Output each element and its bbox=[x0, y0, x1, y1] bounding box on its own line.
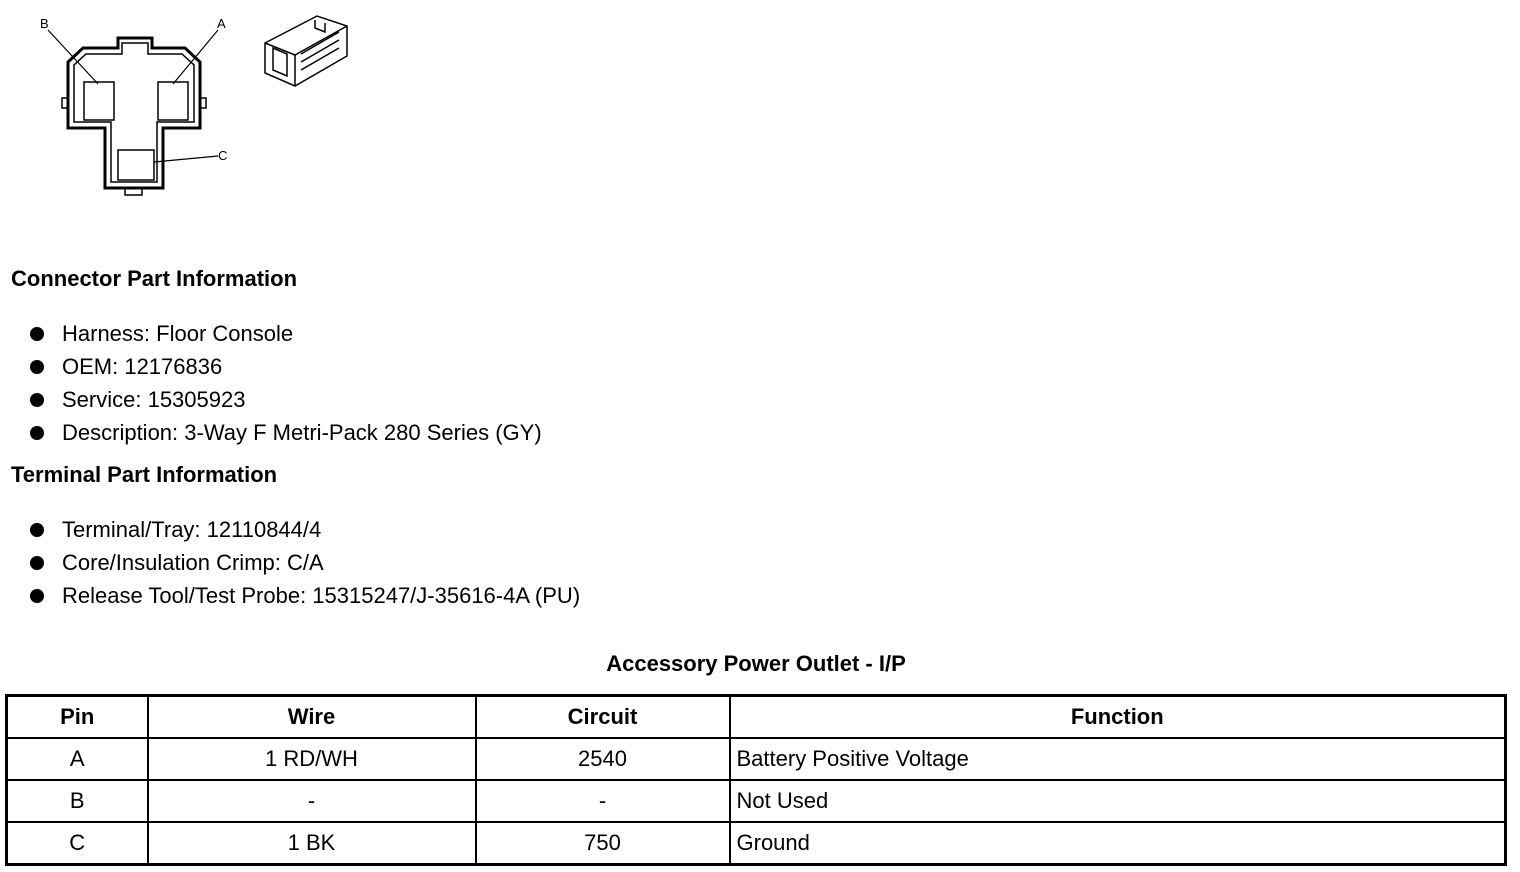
pin-label-c: C bbox=[218, 148, 228, 163]
pin-label-b: B bbox=[40, 16, 49, 31]
list-item: Release Tool/Test Probe: 15315247/J-35616-4A (PU) bbox=[30, 579, 580, 612]
table-header-row bbox=[7, 696, 1506, 739]
pin-table-title: Accessory Power Outlet - I/P bbox=[606, 651, 906, 676]
cell-pin: C bbox=[7, 822, 148, 865]
table-row bbox=[7, 822, 1506, 865]
connector-isometric-icon bbox=[255, 8, 365, 90]
header-wire: Wire bbox=[148, 696, 476, 739]
bullet-icon bbox=[30, 393, 44, 407]
connector-part-information-heading: Connector Part Information bbox=[11, 266, 298, 291]
cell-function: Ground bbox=[730, 822, 1506, 865]
list-item: Service: 15305923 bbox=[30, 383, 542, 416]
cell-circuit: - bbox=[476, 780, 730, 822]
list-item: OEM: 12176836 bbox=[30, 350, 542, 383]
list-item: Description: 3-Way F Metri-Pack 280 Series (GY) bbox=[30, 416, 542, 449]
header-function: Function bbox=[730, 696, 1506, 739]
table-row bbox=[7, 738, 1506, 780]
cell-function: Not Used bbox=[730, 780, 1506, 822]
header-pin: Pin bbox=[7, 696, 148, 739]
pin-table bbox=[5, 694, 1507, 866]
list-item: Core/Insulation Crimp: C/A bbox=[30, 546, 580, 579]
cell-wire: - bbox=[148, 780, 476, 822]
bullet-icon bbox=[30, 360, 44, 374]
header-circuit: Circuit bbox=[476, 696, 730, 739]
cell-pin: A bbox=[7, 738, 148, 780]
cell-wire: 1 BK bbox=[148, 822, 476, 865]
list-item: Terminal/Tray: 12110844/4 bbox=[30, 513, 580, 546]
pin-label-a: A bbox=[217, 16, 226, 31]
cavity-c bbox=[118, 150, 154, 180]
bullet-icon bbox=[30, 426, 44, 440]
connector-face-diagram bbox=[30, 10, 250, 210]
bullet-icon bbox=[30, 327, 44, 341]
bullet-icon bbox=[30, 523, 44, 537]
bullet-icon bbox=[30, 556, 44, 570]
bullet-icon bbox=[30, 589, 44, 603]
cell-pin: B bbox=[7, 780, 148, 822]
cell-circuit: 750 bbox=[476, 822, 730, 865]
list-item: Harness: Floor Console bbox=[30, 317, 542, 350]
cell-function: Battery Positive Voltage bbox=[730, 738, 1506, 780]
cell-circuit: 2540 bbox=[476, 738, 730, 780]
cell-wire: 1 RD/WH bbox=[148, 738, 476, 780]
cavity-b bbox=[84, 82, 114, 120]
cavity-a bbox=[158, 82, 188, 120]
table-row bbox=[7, 780, 1506, 822]
terminal-part-information-heading: Terminal Part Information bbox=[11, 462, 278, 487]
terminal-part-list bbox=[30, 513, 580, 612]
connector-part-list bbox=[30, 317, 542, 449]
